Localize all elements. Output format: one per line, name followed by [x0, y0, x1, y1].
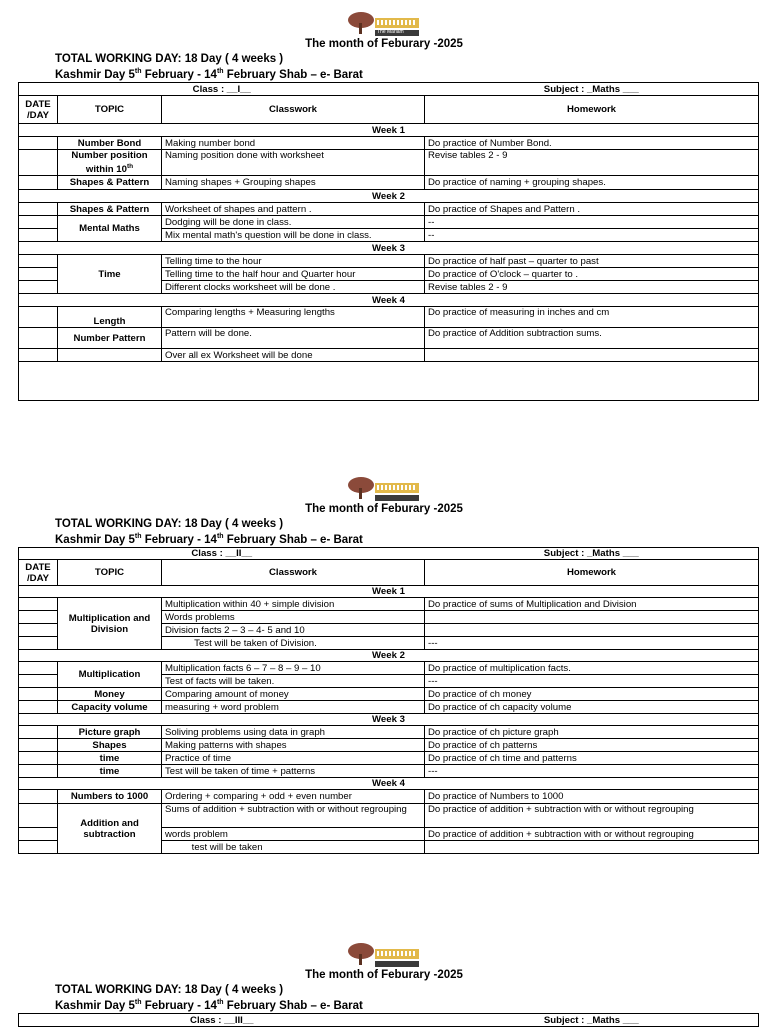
subject-label: Subject : _Maths ___	[425, 548, 759, 560]
class-label: Class : __I__	[19, 83, 425, 96]
text-fragment: February Shab – e- Barat	[223, 68, 363, 81]
table-cell: Revise tables 2 - 9	[425, 281, 759, 294]
table-cell	[19, 598, 58, 611]
table-cell	[19, 150, 58, 176]
table-cell	[19, 349, 58, 362]
text-fragment: Kashmir Day 5	[55, 533, 135, 546]
table-cell: Do practice of multiplication facts.	[425, 662, 759, 675]
week-heading: Week 1	[19, 586, 759, 598]
table-row	[19, 307, 759, 328]
table-cell: Do practice of addition + subtraction with or without regrouping	[425, 804, 759, 828]
table-cell	[19, 828, 58, 841]
classwork-cell: Worksheet of shapes and pattern .	[162, 203, 425, 216]
table-cell: Do practice of Number Bond.	[425, 137, 759, 150]
classwork-cell: Mix mental math's question will be done in class.	[162, 229, 425, 242]
topic-cell: Numbers to 1000	[58, 790, 162, 804]
week-heading: Week 3	[19, 242, 759, 255]
table-cell	[19, 255, 58, 268]
table-cell	[19, 675, 58, 688]
week-heading: Week 2	[19, 190, 759, 203]
classwork-cell: Over all ex Worksheet will be done	[162, 349, 425, 362]
classwork-cell: Making patterns with shapes	[162, 739, 425, 752]
table-row	[19, 255, 759, 268]
topic-cell: Money	[58, 688, 162, 701]
class-label: Class : __III__	[19, 1014, 425, 1027]
table-cell: --	[425, 216, 759, 229]
table-row	[19, 349, 759, 362]
classwork-cell: Test will be taken of time + patterns	[162, 765, 425, 778]
table-row	[19, 150, 759, 176]
table-cell: ---	[425, 637, 759, 650]
table-cell	[19, 765, 58, 778]
topic-cell: time	[58, 765, 162, 778]
classwork-cell: Multiplication facts 6 – 7 – 8 – 9 – 10	[162, 662, 425, 675]
table-row	[19, 688, 759, 701]
table-cell	[19, 611, 58, 624]
topic-cell	[58, 150, 162, 176]
table-row	[19, 804, 759, 828]
table-cell	[19, 739, 58, 752]
text-fragment: Kashmir Day 5	[55, 68, 135, 81]
classwork-cell: Comparing amount of money	[162, 688, 425, 701]
table-cell: ---	[425, 765, 759, 778]
classwork-cell: Test will be taken of Division.	[162, 637, 425, 650]
text-fragment: February Shab – e- Barat	[223, 999, 363, 1012]
logo-text: The Mariam	[377, 29, 404, 35]
classwork-cell: Sums of addition + subtraction with or without regrouping	[162, 804, 425, 828]
subject-label: Subject : _Maths ___	[425, 83, 759, 96]
classwork-cell: measuring + word problem	[162, 701, 425, 714]
topic-cell: Capacity volume	[58, 701, 162, 714]
classwork-cell: Naming shapes + Grouping shapes	[162, 176, 425, 190]
table-cell	[19, 229, 58, 242]
text-fragment: th	[126, 163, 134, 170]
table-cell: Do practice of Addition subtraction sums.	[425, 328, 759, 349]
table-cell	[19, 268, 58, 281]
classwork-cell: Practice of time	[162, 752, 425, 765]
table-cell: Do practice of addition + subtraction with or without regrouping	[425, 828, 759, 841]
week-heading: Week 4	[19, 294, 759, 307]
table-row	[19, 598, 759, 611]
header-date: DATE /DAY	[19, 96, 58, 124]
table-row	[19, 216, 759, 229]
table-cell	[19, 637, 58, 650]
topic-cell: Shapes & Pattern	[58, 176, 162, 190]
week-heading: Week 1	[19, 124, 759, 137]
table-cell	[19, 790, 58, 804]
classwork-cell: Division facts 2 – 3 – 4- 5 and 10	[162, 624, 425, 637]
month-title: The month of Feburary -2025	[305, 503, 463, 515]
topic-cell: Number Pattern	[58, 328, 162, 349]
table-cell	[19, 804, 58, 828]
table-cell	[19, 688, 58, 701]
classwork-cell: words problem	[162, 828, 425, 841]
table-cell	[19, 216, 58, 229]
table-cell: Revise tables 2 - 9	[425, 150, 759, 176]
topic-cell: Length	[58, 307, 162, 328]
lesson-plan-table	[18, 82, 759, 401]
table-cell	[425, 841, 759, 854]
school-logo-icon	[345, 476, 421, 502]
text-fragment: th	[134, 533, 142, 540]
table-cell: ---	[425, 675, 759, 688]
text-fragment: Number position within 10	[71, 150, 148, 176]
header-topic: TOPIC	[58, 96, 162, 124]
table-cell	[425, 624, 759, 637]
classwork-cell: Ordering + comparing + odd + even number	[162, 790, 425, 804]
table-cell: Do practice of ch patterns	[425, 739, 759, 752]
classwork-cell: Pattern will be done.	[162, 328, 425, 349]
topic-cell: Time	[58, 255, 162, 294]
text-fragment: Kashmir Day 5	[55, 999, 135, 1012]
classwork-cell: Comparing lengths + Measuring lengths	[162, 307, 425, 328]
classwork-cell: Different clocks worksheet will be done .	[162, 281, 425, 294]
classwork-cell: Telling time to the hour	[162, 255, 425, 268]
table-cell	[19, 281, 58, 294]
week-heading: Week 2	[19, 650, 759, 662]
table-cell	[19, 701, 58, 714]
holidays-line	[55, 999, 363, 1012]
table-cell	[19, 624, 58, 637]
text-fragment: th	[216, 533, 224, 540]
classwork-cell: Naming position done with worksheet	[162, 150, 425, 176]
lesson-plan-table	[18, 547, 759, 854]
header-homework: Homework	[425, 96, 759, 124]
topic-cell: Number Bond	[58, 137, 162, 150]
table-cell	[58, 349, 162, 362]
table-cell	[19, 203, 58, 216]
classwork-cell: Soliving problems using data in graph	[162, 726, 425, 739]
classwork-cell: test will be taken	[162, 841, 425, 854]
topic-cell: Addition and subtraction	[58, 804, 162, 854]
table-cell: Do practice of ch time and patterns	[425, 752, 759, 765]
header-date: DATE /DAY	[19, 560, 58, 586]
topic-cell: Multiplication and Division	[58, 598, 162, 650]
table-row	[19, 203, 759, 216]
classwork-cell: Dodging will be done in class.	[162, 216, 425, 229]
week-heading: Week 3	[19, 714, 759, 726]
table-row	[19, 739, 759, 752]
classwork-cell: Test of facts will be taken.	[162, 675, 425, 688]
table-cell: Do practice of sums of Multiplication and Division	[425, 598, 759, 611]
table-cell: Do practice of Shapes and Pattern .	[425, 203, 759, 216]
table-cell	[19, 328, 58, 349]
table-cell	[425, 349, 759, 362]
header-topic: TOPIC	[58, 560, 162, 586]
table-row	[19, 137, 759, 150]
table-cell	[19, 176, 58, 190]
table-cell: Do practice of Numbers to 1000	[425, 790, 759, 804]
text-fragment: February - 14	[141, 68, 217, 81]
table-cell: Do practice of ch money	[425, 688, 759, 701]
table-cell: Do practice of ch picture graph	[425, 726, 759, 739]
table-cell	[19, 841, 58, 854]
topic-cell: Shapes	[58, 739, 162, 752]
table-cell	[19, 726, 58, 739]
table-cell: Do practice of naming + grouping shapes.	[425, 176, 759, 190]
table-cell	[425, 611, 759, 624]
table-cell	[19, 662, 58, 675]
working-days: TOTAL WORKING DAY: 18 Day ( 4 weeks )	[55, 984, 284, 996]
table-cell: Do practice of half past – quarter to past	[425, 255, 759, 268]
lesson-plan-table	[18, 1013, 759, 1027]
topic-cell: Multiplication	[58, 662, 162, 688]
table-row	[19, 328, 759, 349]
working-days: TOTAL WORKING DAY: 18 Day ( 4 weeks )	[55, 518, 284, 530]
class-label: Class : __II__	[19, 548, 425, 560]
table-row	[19, 765, 759, 778]
text-fragment: th	[216, 999, 224, 1006]
header-classwork: Classwork	[162, 560, 425, 586]
subject-label: Subject : _Maths ___	[425, 1014, 759, 1027]
topic-cell: Picture graph	[58, 726, 162, 739]
text-fragment: February - 14	[141, 533, 217, 546]
text-fragment: th	[134, 999, 142, 1006]
header-homework: Homework	[425, 560, 759, 586]
table-cell	[19, 362, 759, 401]
topic-cell: time	[58, 752, 162, 765]
table-row	[19, 362, 759, 401]
table-cell: Do practice of measuring in inches and cm	[425, 307, 759, 328]
classwork-cell: Telling time to the half hour and Quarter hour	[162, 268, 425, 281]
school-logo-icon	[345, 942, 421, 968]
text-fragment: th	[216, 68, 224, 75]
header-classwork: Classwork	[162, 96, 425, 124]
text-fragment: th	[134, 68, 142, 75]
topic-cell: Shapes & Pattern	[58, 203, 162, 216]
table-row	[19, 176, 759, 190]
table-row	[19, 726, 759, 739]
month-title: The month of Feburary -2025	[305, 38, 463, 50]
classwork-cell: Multiplication within 40 + simple division	[162, 598, 425, 611]
table-row	[19, 662, 759, 675]
holidays-line	[55, 68, 363, 81]
table-cell	[19, 137, 58, 150]
table-cell: Do practice of O'clock – quarter to .	[425, 268, 759, 281]
working-days: TOTAL WORKING DAY: 18 Day ( 4 weeks )	[55, 53, 284, 65]
table-row	[19, 790, 759, 804]
week-heading: Week 4	[19, 778, 759, 790]
text-fragment: February - 14	[141, 999, 217, 1012]
classwork-cell: Words problems	[162, 611, 425, 624]
topic-cell: Mental Maths	[58, 216, 162, 242]
table-row	[19, 701, 759, 714]
table-cell: Do practice of ch capacity volume	[425, 701, 759, 714]
holidays-line	[55, 533, 363, 546]
month-title: The month of Feburary -2025	[305, 969, 463, 981]
table-cell: --	[425, 229, 759, 242]
table-cell	[19, 307, 58, 328]
text-fragment: February Shab – e- Barat	[223, 533, 363, 546]
table-row	[19, 752, 759, 765]
classwork-cell: Making number bond	[162, 137, 425, 150]
table-cell	[19, 752, 58, 765]
